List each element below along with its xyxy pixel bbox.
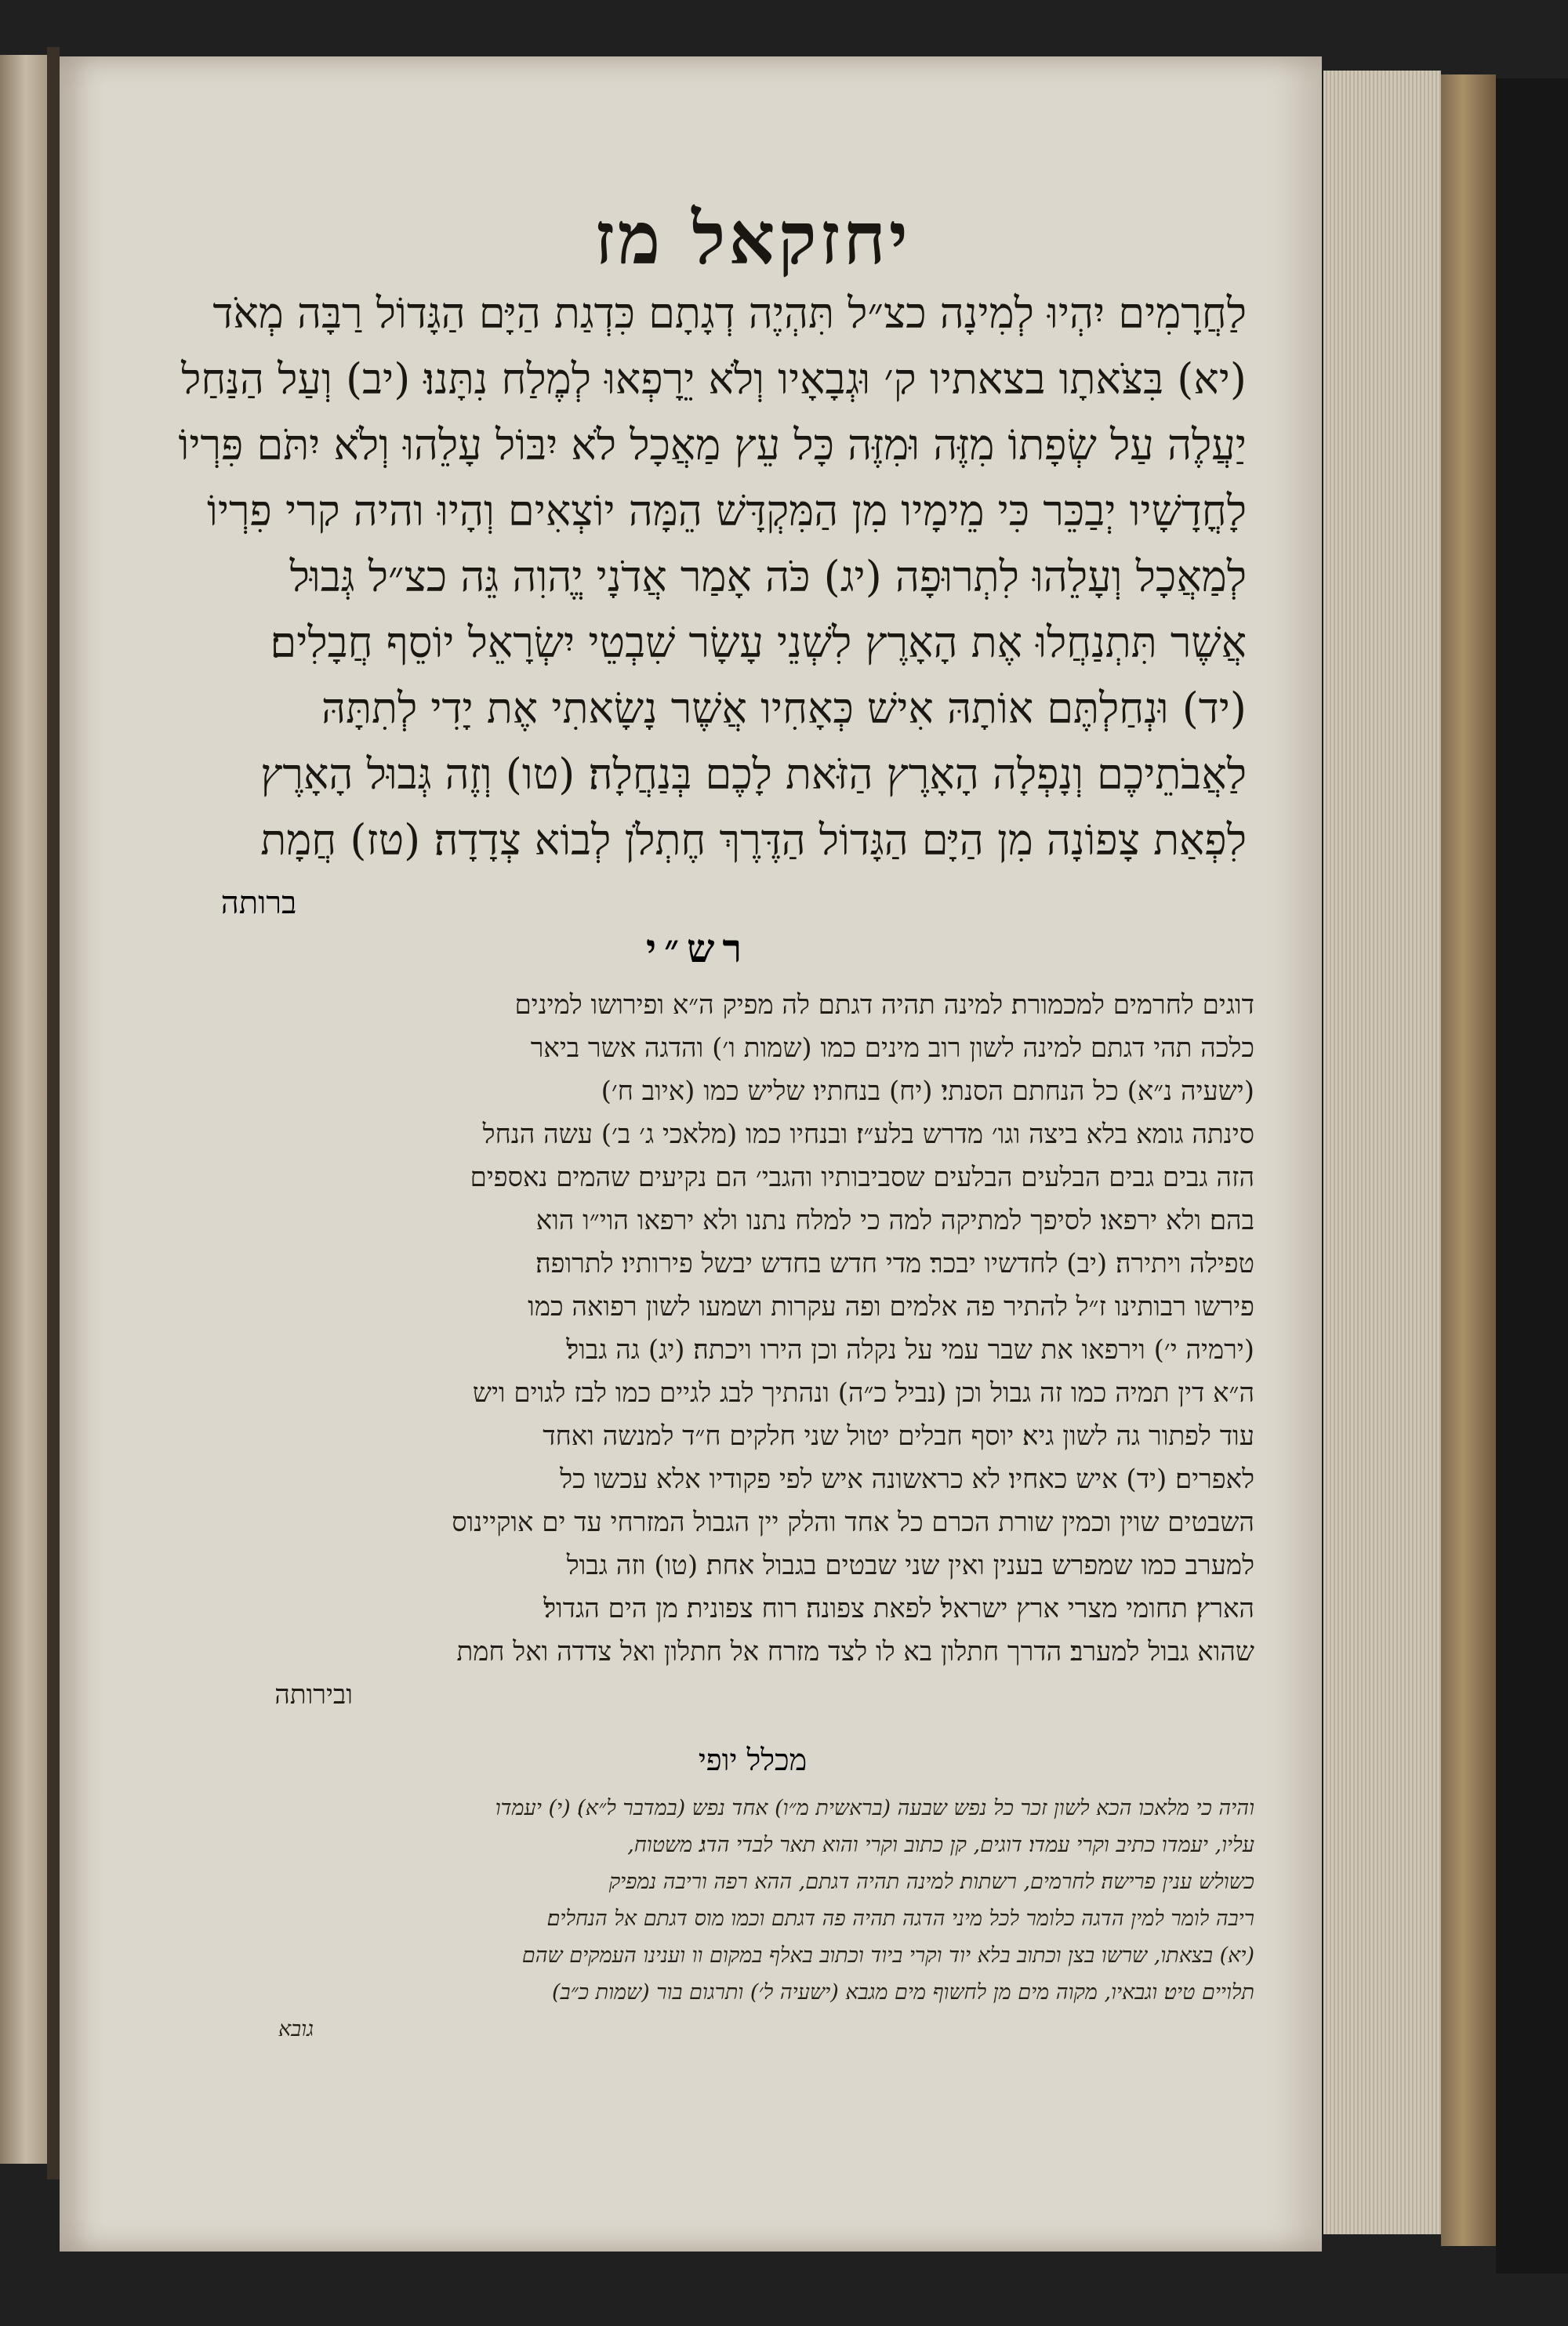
mikhlal-line-last: גובא — [278, 2017, 314, 2041]
verse-line: (יד) וּנְחַלְתֶּם אוֹתָהּ אִישׁ כְּאָחִיו אֲשֶׁר נָשָׂאתִי אֶת יָדִי לְתִתָּהּ — [321, 684, 1247, 733]
verse-line: לִפְאַת צָפוֹנָה מִן הַיָּם הַגָּדוֹל הַדֶּרֶךְ חֶתְלֹן לְבוֹא צְדָדָה׃ (טז) חֲמָת — [260, 815, 1247, 865]
commentary-line: הזה גבים גבים הבלעים הבלעים שסביבותיו והגבי׳ הם נקיעים שהמים נאספים — [470, 1162, 1254, 1193]
mikhlal-line: והיה כי מלאכו הכא לשון זכר כל נפש שבעה (בראשית מ״ו) אחד נפש (במדבר ל״א)׃ (י) יעמדו — [495, 1796, 1254, 1820]
commentary-line: למערב כמו שמפרש בענין ואין שני שבטים בגבול אחת׃ (טו) וזה גבול — [566, 1550, 1254, 1581]
commentary-line: סינתה גומא בלא ביצה וגו׳ מדרש בלע״ז׃ ובנחיו כמו (מלאכי ג׳ ב׳) עשה הנחל — [482, 1119, 1254, 1150]
commentary-line: (ישעיה נ״א) כל הנחתם הסנתי׃ (יח) בנחתיו׃ שליש כמו (איוב ח׳) — [601, 1076, 1254, 1107]
mikhlal-line: ריבה לומר למין הדגה כלומר לכל מיני הדגה תהיה פה דגתם וכמו מוס דגתם אל הנחלים׃ — [546, 1907, 1254, 1931]
mikhlal-line: תלויים טיט׃ וגבאיו, מקוה מים מן לחשוף מים מגבא (ישעיה ל׳) ותרגום בור (שמות כ״ב) — [552, 1980, 1254, 2005]
commentary-line: כלכה תהי דגתם למינה לשון רוב מינים כמו (שמות ו׳) והדגה אשר ביאר — [530, 1032, 1254, 1064]
verse-line: יַעֲלֶה עַל שְׂפָתוֹ מִזֶּה וּמִזֶּה כָּל עֵץ מַאֲכָל לֹא יִבּוֹל עָלֵהוּ וְלֹא יִתֹּם פִּרְיוֹ — [178, 420, 1247, 470]
verse-line: (יא) בִּצֹּאתָו בצאתיו ק׳ וּגְבָאָיו וְלֹא יֵרָפְאוּ לְמֶלַח נִתָּנוּ׃ (יב) וְעַל הַנַּחַל — [181, 354, 1247, 404]
verse-line: לַחֲרָמִים יִהְיוּ לְמִינָה כצ״ל תִּהְיֶה דְגָתָם כִּדְגַת הַיָּם הַגָּדוֹל רַבָּה מְאֹד — [212, 288, 1247, 338]
commentary-line-last: ובירותה — [274, 1679, 353, 1711]
commentary-line: עוד לפתור גה לשון גיא׃ יוסף חבלים יטול שני חלקים ח״ד למנשה ואחד — [543, 1421, 1254, 1452]
commentary-line: השבטים שוין וכמין שורת הכרם כל אחד והלק יין הגבול המזרחי עד ים אוקיינוס — [452, 1507, 1254, 1538]
running-head: יחזקאל מז — [594, 196, 911, 281]
verse-line: לָחֳדָשָׁיו יְבַכֵּר כִּי מֵימָיו מִן הַמִּקְדָּשׁ הֵמָּה יוֹצְאִים וְהָיוּ והיה קרי פִרְיוֹ — [207, 486, 1247, 535]
commentary-line: ה״א דין תמיה כמו זה גבול וכן (נביל כ״ה) ונהתיך לבג לגיים כמו לבז לגוים ויש — [472, 1377, 1254, 1409]
commentary-line: שהוא גבול למערב׃ הדרך חתלון בא לו לצד מזרח אל חתלון ואל צדדה ואל חמת — [456, 1636, 1254, 1667]
commentary-line: בהם׃ ולא ירפאו׃ לסיפך למתיקה למה כי למלח נתנו ולא ירפאו הוי״ו הוא — [535, 1205, 1254, 1236]
commentary-line: דוגים לחרמים למכמורת׃ למינה תהיה דגתם לה מפיק ה״א ופירושו למינים — [514, 989, 1254, 1021]
catchword: ברותה — [220, 885, 297, 921]
commentary-line: הארץ׃ תחומי מצרי ארץ ישראל׃ לפאת צפונה׃ רוח צפונית׃ מן הים הגדול׃ — [543, 1593, 1254, 1624]
commentary-line: (ירמיה י׳) וירפאו את שבר עמי על נקלה וכן הירו ויכתה׃ (יג) גה גבול׃ — [566, 1334, 1254, 1366]
verse-line: אֲשֶׁר תִּתְנַחֲלוּ אֶת הָאָרֶץ לִשְׁנֵי עָשָׂר שִׁבְטֵי יִשְׂרָאֵל יוֹסֵף חֲבָלִים׃ — [270, 618, 1247, 667]
commentary-line: טפילה ויתירה׃ (יב) לחדשיו יבכר׃ מדי חדש בחדש יבשל פירותיו׃ לתרופה׃ — [535, 1248, 1254, 1279]
commentary-line: לאפרים׃ (יד) איש כאחיו׃ לא כראשונה איש לפי פקודיו אלא עכשו כל — [560, 1464, 1254, 1495]
mikhlal-line: עליו, יעמדו כתיב וקרי עמדו׃ דוגים, קן כתוב וקרי והוא תאר לבדי הדג׃ משטוח, — [627, 1833, 1254, 1857]
rashi-title: רש״י — [645, 925, 750, 971]
commentary-line: פירשו רבותינו ז״ל להתיר פה אלמים ופה עקרות ושמעו לשון רפואה כמו — [528, 1291, 1254, 1323]
mikhlal-line: כשולש ענין פרישה׃ לחרמים, רשתות׃ למינה תהיה דגתם, ההא רפה וריבה נמפיק — [608, 1870, 1254, 1894]
verse-line: לְמַאֲכָל וְעָלֵהוּ לִתְרוּפָה (יג) כֹּה אָמַר אֲדֹנָי יֱהוִה גֵּה כצ״ל גְּבוּל — [289, 552, 1247, 601]
page-block-edge — [1323, 71, 1441, 2234]
mikhlal-yofi-title: מכלל יופי — [698, 1743, 808, 1777]
mikhlal-line: (יא) בצאתו, שרשו בצן וכתוב בלא יוד וקרי ביוד וכתוב באלף במקום וו וענינו העמקים שהם — [521, 1943, 1254, 1968]
cover-shadow — [1496, 78, 1568, 2273]
book-spine-gap — [47, 47, 60, 2179]
cover-edge — [1441, 74, 1496, 2246]
verse-line: לַאֲבֹתֵיכֶם וְנָפְלָה הָאָרֶץ הַזֹּאת לָכֶם בְּנַחֲלָה׃ (טו) וְזֶה גְּבוּל הָאָרֶץ — [260, 749, 1247, 799]
